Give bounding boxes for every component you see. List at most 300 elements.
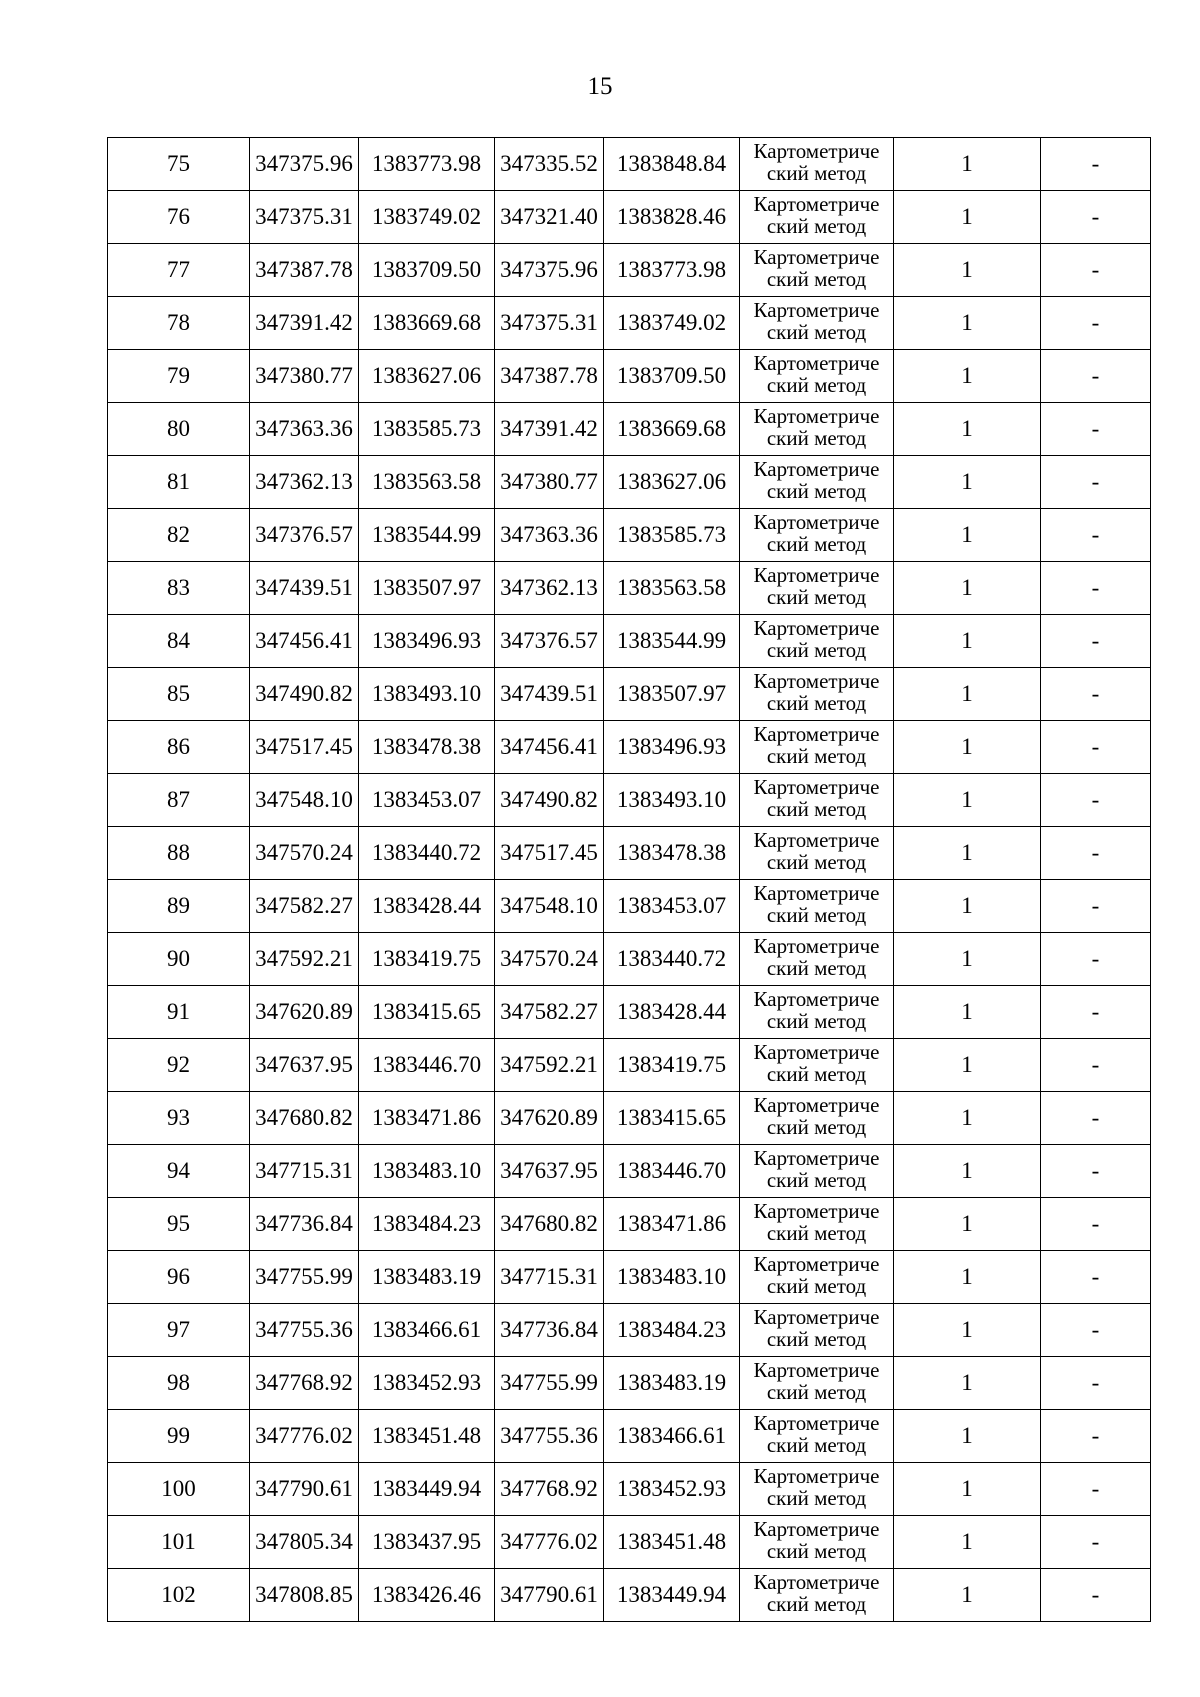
method-line-2: ский метод <box>766 1274 867 1298</box>
note-cell: - <box>1041 721 1151 774</box>
point-number-cell: 90 <box>108 933 250 986</box>
y1-cell: 1383453.07 <box>359 774 495 827</box>
table-row <box>108 721 1151 774</box>
y1-cell: 1383585.73 <box>359 403 495 456</box>
accuracy-cell: 1 <box>894 403 1041 456</box>
note-cell: - <box>1041 297 1151 350</box>
point-number-cell: 93 <box>108 1092 250 1145</box>
method-line-1: Картометриче <box>753 1252 880 1276</box>
method-line-1: Картометриче <box>753 1464 880 1488</box>
point-number-cell: 83 <box>108 562 250 615</box>
table-row <box>108 615 1151 668</box>
method-cell <box>740 350 894 403</box>
method-line-2: ский метод <box>766 214 867 238</box>
x2-cell: 347387.78 <box>495 350 604 403</box>
point-number-cell: 89 <box>108 880 250 933</box>
y2-cell: 1383415.65 <box>604 1092 740 1145</box>
accuracy-cell: 1 <box>894 1357 1041 1410</box>
method-cell <box>740 297 894 350</box>
method-line-1: Картометриче <box>753 1199 880 1223</box>
method-line-1: Картометриче <box>753 1146 880 1170</box>
x1-cell: 347790.61 <box>250 1463 359 1516</box>
method-cell <box>740 138 894 191</box>
method-line-1: Картометриче <box>753 351 880 375</box>
method-cell <box>740 403 894 456</box>
note-cell: - <box>1041 1569 1151 1622</box>
y1-cell: 1383669.68 <box>359 297 495 350</box>
x2-cell: 347490.82 <box>495 774 604 827</box>
y2-cell: 1383446.70 <box>604 1145 740 1198</box>
accuracy-cell: 1 <box>894 562 1041 615</box>
y1-cell: 1383466.61 <box>359 1304 495 1357</box>
y1-cell: 1383709.50 <box>359 244 495 297</box>
y2-cell: 1383440.72 <box>604 933 740 986</box>
method-line-2: ский метод <box>766 1380 867 1404</box>
x2-cell: 347755.36 <box>495 1410 604 1463</box>
accuracy-cell: 1 <box>894 1198 1041 1251</box>
method-cell <box>740 1463 894 1516</box>
y2-cell: 1383466.61 <box>604 1410 740 1463</box>
y2-cell: 1383496.93 <box>604 721 740 774</box>
x1-cell: 347362.13 <box>250 456 359 509</box>
y1-cell: 1383563.58 <box>359 456 495 509</box>
method-line-1: Картометриче <box>753 669 880 693</box>
accuracy-cell: 1 <box>894 1410 1041 1463</box>
y2-cell: 1383453.07 <box>604 880 740 933</box>
table-row <box>108 191 1151 244</box>
table-row <box>108 350 1151 403</box>
point-number-cell: 102 <box>108 1569 250 1622</box>
method-line-1: Картометриче <box>753 1358 880 1382</box>
note-cell: - <box>1041 615 1151 668</box>
note-cell: - <box>1041 986 1151 1039</box>
method-line-1: Картометриче <box>753 987 880 1011</box>
method-cell <box>740 615 894 668</box>
accuracy-cell: 1 <box>894 244 1041 297</box>
accuracy-cell: 1 <box>894 456 1041 509</box>
y1-cell: 1383484.23 <box>359 1198 495 1251</box>
accuracy-cell: 1 <box>894 933 1041 986</box>
method-line-2: ский метод <box>766 267 867 291</box>
point-number-cell: 76 <box>108 191 250 244</box>
method-line-1: Картометриче <box>753 510 880 534</box>
point-number-cell: 91 <box>108 986 250 1039</box>
x1-cell: 347736.84 <box>250 1198 359 1251</box>
x2-cell: 347620.89 <box>495 1092 604 1145</box>
y2-cell: 1383773.98 <box>604 244 740 297</box>
method-line-1: Картометриче <box>753 1305 880 1329</box>
x2-cell: 347637.95 <box>495 1145 604 1198</box>
method-line-1: Картометриче <box>753 616 880 640</box>
method-line-1: Картометриче <box>753 192 880 216</box>
note-cell: - <box>1041 1251 1151 1304</box>
point-number-cell: 99 <box>108 1410 250 1463</box>
table-row <box>108 1092 1151 1145</box>
accuracy-cell: 1 <box>894 774 1041 827</box>
note-cell: - <box>1041 1357 1151 1410</box>
x1-cell: 347439.51 <box>250 562 359 615</box>
method-line-1: Картометриче <box>753 828 880 852</box>
method-line-1: Картометриче <box>753 775 880 799</box>
y2-cell: 1383428.44 <box>604 986 740 1039</box>
y1-cell: 1383440.72 <box>359 827 495 880</box>
point-number-cell: 79 <box>108 350 250 403</box>
accuracy-cell: 1 <box>894 880 1041 933</box>
method-line-2: ский метод <box>766 1433 867 1457</box>
table-row <box>108 1251 1151 1304</box>
point-number-cell: 92 <box>108 1039 250 1092</box>
method-line-1: Картометриче <box>753 722 880 746</box>
y1-cell: 1383415.65 <box>359 986 495 1039</box>
y2-cell: 1383483.19 <box>604 1357 740 1410</box>
x1-cell: 347363.36 <box>250 403 359 456</box>
method-line-2: ский метод <box>766 1539 867 1563</box>
table-row <box>108 1410 1151 1463</box>
method-line-2: ский метод <box>766 1115 867 1139</box>
method-cell <box>740 1357 894 1410</box>
x2-cell: 347768.92 <box>495 1463 604 1516</box>
method-line-2: ский метод <box>766 585 867 609</box>
point-number-cell: 77 <box>108 244 250 297</box>
y2-cell: 1383563.58 <box>604 562 740 615</box>
x2-cell: 347362.13 <box>495 562 604 615</box>
y2-cell: 1383478.38 <box>604 827 740 880</box>
x2-cell: 347680.82 <box>495 1198 604 1251</box>
y2-cell: 1383451.48 <box>604 1516 740 1569</box>
y2-cell: 1383544.99 <box>604 615 740 668</box>
table-row <box>108 1357 1151 1410</box>
method-line-2: ский метод <box>766 1327 867 1351</box>
method-cell <box>740 1304 894 1357</box>
note-cell: - <box>1041 350 1151 403</box>
accuracy-cell: 1 <box>894 297 1041 350</box>
method-cell <box>740 774 894 827</box>
x1-cell: 347768.92 <box>250 1357 359 1410</box>
note-cell: - <box>1041 1410 1151 1463</box>
y1-cell: 1383507.97 <box>359 562 495 615</box>
x2-cell: 347363.36 <box>495 509 604 562</box>
y1-cell: 1383449.94 <box>359 1463 495 1516</box>
x1-cell: 347391.42 <box>250 297 359 350</box>
note-cell: - <box>1041 774 1151 827</box>
table-row <box>108 1198 1151 1251</box>
table-row <box>108 668 1151 721</box>
y2-cell: 1383449.94 <box>604 1569 740 1622</box>
method-line-2: ский метод <box>766 956 867 980</box>
method-line-2: ский метод <box>766 691 867 715</box>
method-cell <box>740 933 894 986</box>
point-number-cell: 101 <box>108 1516 250 1569</box>
method-line-2: ский метод <box>766 638 867 662</box>
accuracy-cell: 1 <box>894 138 1041 191</box>
note-cell: - <box>1041 933 1151 986</box>
accuracy-cell: 1 <box>894 721 1041 774</box>
y2-cell: 1383471.86 <box>604 1198 740 1251</box>
method-line-1: Картометриче <box>753 934 880 958</box>
point-number-cell: 96 <box>108 1251 250 1304</box>
method-cell <box>740 1410 894 1463</box>
note-cell: - <box>1041 456 1151 509</box>
y1-cell: 1383426.46 <box>359 1569 495 1622</box>
table-row <box>108 138 1151 191</box>
table-row <box>108 456 1151 509</box>
method-line-2: ский метод <box>766 373 867 397</box>
x2-cell: 347736.84 <box>495 1304 604 1357</box>
y2-cell: 1383848.84 <box>604 138 740 191</box>
x1-cell: 347582.27 <box>250 880 359 933</box>
method-cell <box>740 986 894 1039</box>
y2-cell: 1383507.97 <box>604 668 740 721</box>
x1-cell: 347637.95 <box>250 1039 359 1092</box>
method-cell <box>740 721 894 774</box>
accuracy-cell: 1 <box>894 668 1041 721</box>
table-row <box>108 986 1151 1039</box>
x2-cell: 347755.99 <box>495 1357 604 1410</box>
method-line-2: ский метод <box>766 1168 867 1192</box>
x1-cell: 347490.82 <box>250 668 359 721</box>
note-cell: - <box>1041 138 1151 191</box>
table-row <box>108 1463 1151 1516</box>
note-cell: - <box>1041 191 1151 244</box>
point-number-cell: 97 <box>108 1304 250 1357</box>
y2-cell: 1383483.10 <box>604 1251 740 1304</box>
x1-cell: 347755.36 <box>250 1304 359 1357</box>
y1-cell: 1383419.75 <box>359 933 495 986</box>
accuracy-cell: 1 <box>894 350 1041 403</box>
method-cell <box>740 509 894 562</box>
y1-cell: 1383428.44 <box>359 880 495 933</box>
table-row <box>108 562 1151 615</box>
note-cell: - <box>1041 1304 1151 1357</box>
x2-cell: 347570.24 <box>495 933 604 986</box>
x1-cell: 347715.31 <box>250 1145 359 1198</box>
x2-cell: 347375.96 <box>495 244 604 297</box>
method-line-2: ский метод <box>766 850 867 874</box>
table-row <box>108 509 1151 562</box>
method-line-1: Картометриче <box>753 1093 880 1117</box>
method-cell <box>740 244 894 297</box>
table-row <box>108 880 1151 933</box>
x2-cell: 347592.21 <box>495 1039 604 1092</box>
y1-cell: 1383483.10 <box>359 1145 495 1198</box>
method-line-1: Картометриче <box>753 1040 880 1064</box>
accuracy-cell: 1 <box>894 1516 1041 1569</box>
x1-cell: 347380.77 <box>250 350 359 403</box>
method-cell <box>740 1145 894 1198</box>
accuracy-cell: 1 <box>894 1145 1041 1198</box>
point-number-cell: 85 <box>108 668 250 721</box>
x1-cell: 347548.10 <box>250 774 359 827</box>
table-row <box>108 827 1151 880</box>
y1-cell: 1383451.48 <box>359 1410 495 1463</box>
y2-cell: 1383484.23 <box>604 1304 740 1357</box>
y2-cell: 1383627.06 <box>604 456 740 509</box>
method-line-2: ский метод <box>766 797 867 821</box>
table-row <box>108 1304 1151 1357</box>
method-line-2: ский метод <box>766 1486 867 1510</box>
y2-cell: 1383419.75 <box>604 1039 740 1092</box>
x2-cell: 347375.31 <box>495 297 604 350</box>
method-cell <box>740 1251 894 1304</box>
y1-cell: 1383627.06 <box>359 350 495 403</box>
method-cell <box>740 668 894 721</box>
accuracy-cell: 1 <box>894 509 1041 562</box>
note-cell: - <box>1041 668 1151 721</box>
x1-cell: 347755.99 <box>250 1251 359 1304</box>
y2-cell: 1383749.02 <box>604 297 740 350</box>
table-row <box>108 933 1151 986</box>
x2-cell: 347582.27 <box>495 986 604 1039</box>
point-number-cell: 81 <box>108 456 250 509</box>
x2-cell: 347456.41 <box>495 721 604 774</box>
x2-cell: 347715.31 <box>495 1251 604 1304</box>
x2-cell: 347380.77 <box>495 456 604 509</box>
y1-cell: 1383773.98 <box>359 138 495 191</box>
x1-cell: 347387.78 <box>250 244 359 297</box>
x1-cell: 347456.41 <box>250 615 359 668</box>
note-cell: - <box>1041 1198 1151 1251</box>
method-line-2: ский метод <box>766 426 867 450</box>
y2-cell: 1383709.50 <box>604 350 740 403</box>
table-row <box>108 1039 1151 1092</box>
point-number-cell: 98 <box>108 1357 250 1410</box>
point-number-cell: 75 <box>108 138 250 191</box>
method-line-2: ский метод <box>766 161 867 185</box>
y2-cell: 1383452.93 <box>604 1463 740 1516</box>
accuracy-cell: 1 <box>894 1463 1041 1516</box>
method-line-2: ский метод <box>766 744 867 768</box>
note-cell: - <box>1041 1039 1151 1092</box>
point-number-cell: 78 <box>108 297 250 350</box>
x1-cell: 347376.57 <box>250 509 359 562</box>
page-number: 15 <box>587 73 613 100</box>
y1-cell: 1383446.70 <box>359 1039 495 1092</box>
method-line-1: Картометриче <box>753 563 880 587</box>
table-row <box>108 403 1151 456</box>
method-line-1: Картометриче <box>753 1411 880 1435</box>
method-cell <box>740 1516 894 1569</box>
note-cell: - <box>1041 244 1151 297</box>
note-cell: - <box>1041 1516 1151 1569</box>
y1-cell: 1383749.02 <box>359 191 495 244</box>
note-cell: - <box>1041 509 1151 562</box>
x1-cell: 347570.24 <box>250 827 359 880</box>
note-cell: - <box>1041 880 1151 933</box>
method-line-1: Картометриче <box>753 139 880 163</box>
method-cell <box>740 880 894 933</box>
table-row <box>108 1569 1151 1622</box>
accuracy-cell: 1 <box>894 827 1041 880</box>
y1-cell: 1383544.99 <box>359 509 495 562</box>
point-number-cell: 87 <box>108 774 250 827</box>
accuracy-cell: 1 <box>894 191 1041 244</box>
method-cell <box>740 1092 894 1145</box>
method-line-1: Картометриче <box>753 404 880 428</box>
method-line-2: ский метод <box>766 532 867 556</box>
x1-cell: 347517.45 <box>250 721 359 774</box>
method-line-2: ский метод <box>766 903 867 927</box>
accuracy-cell: 1 <box>894 1039 1041 1092</box>
x1-cell: 347620.89 <box>250 986 359 1039</box>
accuracy-cell: 1 <box>894 615 1041 668</box>
x2-cell: 347517.45 <box>495 827 604 880</box>
method-cell <box>740 827 894 880</box>
y1-cell: 1383471.86 <box>359 1092 495 1145</box>
x2-cell: 347776.02 <box>495 1516 604 1569</box>
method-cell <box>740 456 894 509</box>
accuracy-cell: 1 <box>894 1304 1041 1357</box>
table-row <box>108 1516 1151 1569</box>
x1-cell: 347776.02 <box>250 1410 359 1463</box>
x2-cell: 347391.42 <box>495 403 604 456</box>
y2-cell: 1383585.73 <box>604 509 740 562</box>
accuracy-cell: 1 <box>894 1092 1041 1145</box>
x1-cell: 347375.31 <box>250 191 359 244</box>
method-line-1: Картометриче <box>753 298 880 322</box>
method-line-2: ский метод <box>766 1062 867 1086</box>
x1-cell: 347805.34 <box>250 1516 359 1569</box>
x1-cell: 347375.96 <box>250 138 359 191</box>
y1-cell: 1383483.19 <box>359 1251 495 1304</box>
note-cell: - <box>1041 1145 1151 1198</box>
note-cell: - <box>1041 827 1151 880</box>
x2-cell: 347376.57 <box>495 615 604 668</box>
point-number-cell: 95 <box>108 1198 250 1251</box>
note-cell: - <box>1041 1092 1151 1145</box>
y2-cell: 1383828.46 <box>604 191 740 244</box>
x1-cell: 347592.21 <box>250 933 359 986</box>
x2-cell: 347439.51 <box>495 668 604 721</box>
method-line-1: Картометриче <box>753 245 880 269</box>
point-number-cell: 94 <box>108 1145 250 1198</box>
point-number-cell: 80 <box>108 403 250 456</box>
x2-cell: 347790.61 <box>495 1569 604 1622</box>
method-line-2: ский метод <box>766 1592 867 1616</box>
method-cell <box>740 191 894 244</box>
method-cell <box>740 1569 894 1622</box>
method-cell <box>740 562 894 615</box>
x2-cell: 347335.52 <box>495 138 604 191</box>
point-number-cell: 100 <box>108 1463 250 1516</box>
note-cell: - <box>1041 403 1151 456</box>
x1-cell: 347808.85 <box>250 1569 359 1622</box>
x2-cell: 347548.10 <box>495 880 604 933</box>
method-line-1: Картометриче <box>753 881 880 905</box>
point-number-cell: 88 <box>108 827 250 880</box>
y1-cell: 1383496.93 <box>359 615 495 668</box>
y1-cell: 1383478.38 <box>359 721 495 774</box>
y2-cell: 1383669.68 <box>604 403 740 456</box>
method-cell <box>740 1039 894 1092</box>
accuracy-cell: 1 <box>894 986 1041 1039</box>
method-line-1: Картометриче <box>753 1517 880 1541</box>
point-number-cell: 84 <box>108 615 250 668</box>
table-body <box>108 138 1151 1622</box>
method-line-2: ский метод <box>766 1009 867 1033</box>
coordinates-table <box>107 137 1151 1622</box>
note-cell: - <box>1041 562 1151 615</box>
table-row <box>108 297 1151 350</box>
y1-cell: 1383493.10 <box>359 668 495 721</box>
method-line-2: ский метод <box>766 320 867 344</box>
point-number-cell: 82 <box>108 509 250 562</box>
note-cell: - <box>1041 1463 1151 1516</box>
y2-cell: 1383493.10 <box>604 774 740 827</box>
x2-cell: 347321.40 <box>495 191 604 244</box>
method-line-1: Картометриче <box>753 1570 880 1594</box>
table-row <box>108 774 1151 827</box>
point-number-cell: 86 <box>108 721 250 774</box>
